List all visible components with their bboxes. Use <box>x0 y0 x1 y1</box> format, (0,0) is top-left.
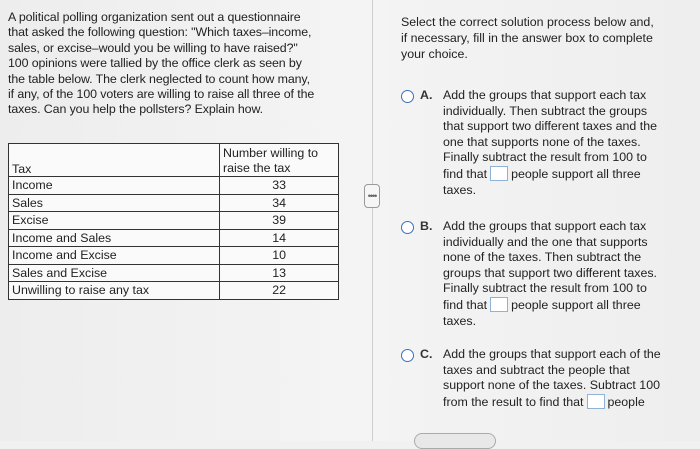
header-count-line2: raise the tax <box>223 161 291 175</box>
row-count: 13 <box>220 264 339 282</box>
option-line: groups that support two different taxes. <box>443 265 657 280</box>
option-c-radio[interactable] <box>401 349 414 362</box>
question-line: that asked the following question: "Which taxes–income, <box>8 25 312 40</box>
question-line: sales, or excise–would you be willing to have raised?" <box>8 40 298 55</box>
answer-panel <box>401 14 691 409</box>
row-tax: Sales and Excise <box>9 264 220 282</box>
question-text <box>8 10 348 118</box>
row-count: 34 <box>220 194 339 212</box>
option-line: people support all three <box>511 297 641 312</box>
header-count <box>220 144 339 177</box>
option-line: that support two different taxes and the <box>443 119 657 134</box>
question-line: the table below. The clerk neglected to count how many, <box>8 71 310 86</box>
instructions-text <box>401 14 691 62</box>
option-line: support none of the taxes. Subtract 100 <box>443 378 660 393</box>
option-a-radio[interactable] <box>401 90 414 103</box>
question-line: 100 opinions were tallied by the office clerk as seen by <box>8 56 302 71</box>
option-line: taxes and subtract the people that <box>443 362 630 377</box>
option-b-answer-box[interactable] <box>490 297 508 312</box>
row-tax: Sales <box>9 194 220 212</box>
option-line: Add the groups that support each tax <box>443 219 647 233</box>
question-line: A political polling organization sent out a questionnaire <box>8 10 301 24</box>
table-row <box>9 177 339 195</box>
panel-divider <box>372 0 373 441</box>
instructions-line: Select the correct solution process below and, <box>401 15 654 29</box>
bottom-button[interactable] <box>414 433 496 449</box>
option-b-text <box>443 219 675 329</box>
option-a-letter: A. <box>420 88 433 102</box>
header-count-line1: Number willing to <box>223 146 319 160</box>
instructions-line: your choice. <box>401 47 468 61</box>
row-tax: Unwilling to raise any tax <box>9 282 220 300</box>
header-tax: Tax <box>9 144 220 177</box>
option-line: find that <box>443 297 488 312</box>
option-line: taxes. <box>443 182 477 197</box>
table-header-row <box>9 144 339 177</box>
instructions-line: if necessary, fill in the answer box to complete <box>401 31 653 45</box>
option-line: people <box>607 394 645 409</box>
option-line: individually. Then subtract the groups <box>443 103 648 118</box>
option-line: taxes. <box>443 313 477 328</box>
row-tax: Income and Excise <box>9 247 220 265</box>
table-row <box>9 247 339 265</box>
panel-resize-handle[interactable] <box>364 184 380 208</box>
row-count: 10 <box>220 247 339 265</box>
option-b-letter: B. <box>420 219 433 233</box>
option-line: find that <box>443 166 488 181</box>
row-count: 22 <box>220 282 339 300</box>
option-line: none of the taxes. Then subtract the <box>443 250 642 265</box>
table-row <box>9 282 339 300</box>
option-line: one that supports none of the taxes. <box>443 134 641 149</box>
question-line: if any, of the 100 voters are willing to raise all three of the <box>8 87 315 102</box>
table-row <box>9 194 339 212</box>
option-line: Add the groups that support each tax <box>443 88 647 102</box>
row-tax: Excise <box>9 212 220 230</box>
row-count: 39 <box>220 212 339 230</box>
question-panel <box>8 10 348 298</box>
option-a-answer-box[interactable] <box>490 166 508 181</box>
row-tax: Income and Sales <box>9 229 220 247</box>
tax-table <box>8 143 339 300</box>
grip-icon: •••• <box>367 191 377 201</box>
option-c-answer-box[interactable] <box>587 394 605 409</box>
table-row <box>9 229 339 247</box>
option-c-letter: C. <box>420 347 433 361</box>
option-line: Finally subtract the result from 100 to <box>443 281 647 296</box>
option-line: Finally subtract the result from 100 to <box>443 150 647 165</box>
row-count: 14 <box>220 229 339 247</box>
option-a-text <box>443 88 675 198</box>
row-tax: Income <box>9 177 220 195</box>
option-b-radio[interactable] <box>401 221 414 234</box>
option-line: Add the groups that support each of the <box>443 347 661 361</box>
option-line: from the result to find that <box>443 394 584 409</box>
question-line: taxes. Can you help the pollsters? Explain how. <box>8 102 263 117</box>
option-line: individually and the one that supports <box>443 234 648 249</box>
option-c-text <box>443 347 675 410</box>
table-row <box>9 264 339 282</box>
table-row <box>9 212 339 230</box>
option-line: people support all three <box>511 166 641 181</box>
row-count: 33 <box>220 177 339 195</box>
